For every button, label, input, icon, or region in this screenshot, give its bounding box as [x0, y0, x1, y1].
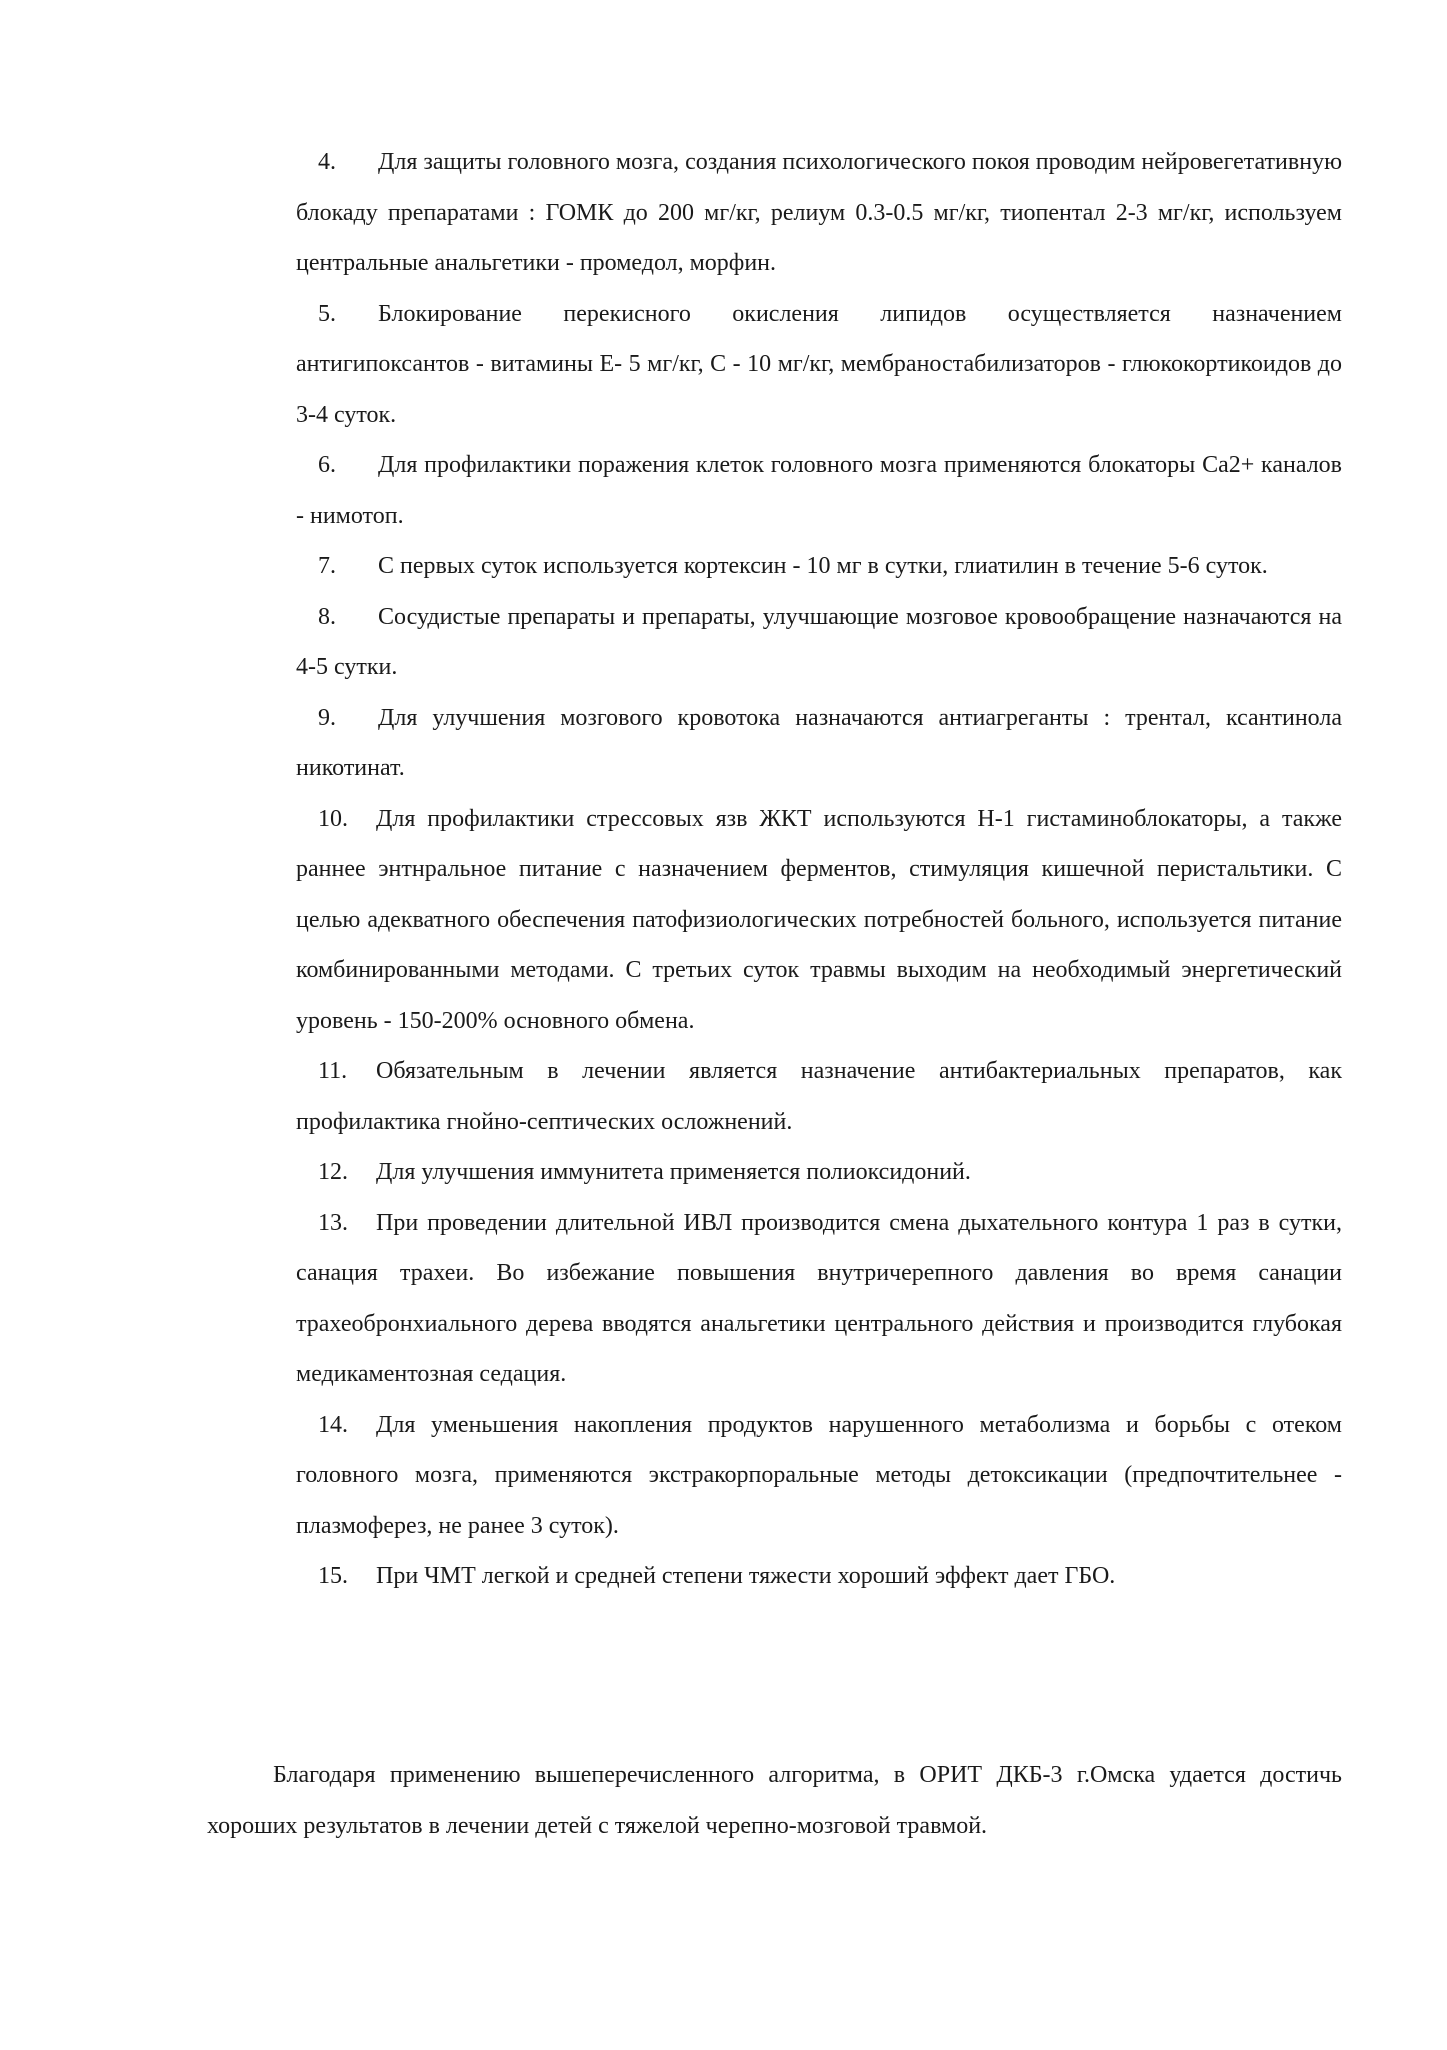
- item-number: 9.: [318, 704, 336, 731]
- list-item-8: [296, 592, 1342, 693]
- item-number: 13.: [318, 1209, 348, 1236]
- item-text: Обязательным в лечении является назначение антибактериальных препаратов, как профилактика гнойно-септических осложнений.: [296, 1058, 1342, 1135]
- item-text: Для защиты головного мозга, создания психологического покоя проводим нейровегетативную блокаду препаратами : ГОМК до 200 мг/кг, релиум 0.3-0.5 мг/кг, тиопентал 2-3 мг/кг, используем центральные анальгетики - промедол, морфин.: [296, 149, 1342, 276]
- item-number: 11.: [318, 1058, 348, 1084]
- item-number: 14.: [318, 1411, 348, 1438]
- item-number: 6.: [318, 452, 336, 478]
- list-item-13: [296, 1198, 1342, 1400]
- item-text: Для уменьшения накопления продуктов нарушенного метаболизма и борьбы с отеком головного мозга, применяются экстракорпоральные методы детоксикации (предпочтительнее - плазмоферез, не ранее 3 суток).: [296, 1411, 1342, 1539]
- item-number: 7.: [318, 553, 336, 579]
- list-item-9: [296, 693, 1342, 794]
- item-text: Для улучшения мозгового кровотока назначаются антиагреганты : трентал, ксантинола никотинат.: [296, 704, 1342, 781]
- treatment-list: [296, 137, 1342, 1602]
- item-text: Для профилактики поражения клеток головного мозга применяются блокаторы Са2+ каналов - нимотоп.: [296, 452, 1342, 529]
- list-item-5: [296, 289, 1342, 441]
- item-number: 4.: [318, 149, 336, 175]
- conclusion-paragraph: Благодаря применению вышеперечисленного алгоритма, в ОРИТ ДКБ-3 г.Омска удается достичь хороших результатов в лечении детей с тяжелой черепно-мозговой травмой.: [207, 1762, 1342, 1839]
- list-item-12: [296, 1147, 1342, 1198]
- list-item-15: [296, 1551, 1342, 1602]
- item-text: С первых суток используется кортексин - 10 мг в сутки, глиатилин в течение 5-6 суток.: [378, 553, 1268, 579]
- list-item-6: [296, 440, 1342, 541]
- item-number: 8.: [318, 603, 336, 630]
- item-text: Для улучшения иммунитета применяется полиоксидоний.: [376, 1159, 971, 1185]
- list-item-14: [296, 1400, 1342, 1552]
- list-item-10: [296, 794, 1342, 1047]
- item-number: 15.: [318, 1563, 348, 1589]
- item-number: 10.: [318, 805, 348, 832]
- list-item-7: [296, 541, 1342, 592]
- item-number: 5.: [318, 300, 336, 327]
- item-text: Для профилактики стрессовых язв ЖКТ используются Н-1 гистаминоблокаторы, а также раннее энтнральное питание с назначением ферментов, стимуляция кишечной перистальтики. С целью адекватного обеспечения патофизиологических потребностей больного, используется питание комбинированными методами. С третьих суток травмы выходим на необходимый энергетический уровень - 150-200% основного обмена.: [296, 805, 1342, 1034]
- list-item-11: [296, 1046, 1342, 1147]
- list-item-4: [296, 137, 1342, 289]
- item-text: При проведении длительной ИВЛ производится смена дыхательного контура 1 раз в сутки, санация трахеи. Во избежание повышения внутричерепного давления во время санации трахеобронхиального дерева вводятся анальгетики центрального действия и производится глубокая медикаментозная седация.: [296, 1209, 1342, 1387]
- item-number: 12.: [318, 1159, 348, 1185]
- item-text: Блокирование перекисного окисления липидов осуществляется назначением антигипоксантов - витамины Е- 5 мг/кг, С - 10 мг/кг, мембраностабилизаторов - глюкокортикоидов до 3-4 суток.: [296, 300, 1342, 428]
- item-text: При ЧМТ легкой и средней степени тяжести хороший эффект дает ГБО.: [376, 1563, 1116, 1589]
- item-text: Сосудистые препараты и препараты, улучшающие мозговое кровообращение назначаются на 4-5 сутки.: [296, 603, 1342, 680]
